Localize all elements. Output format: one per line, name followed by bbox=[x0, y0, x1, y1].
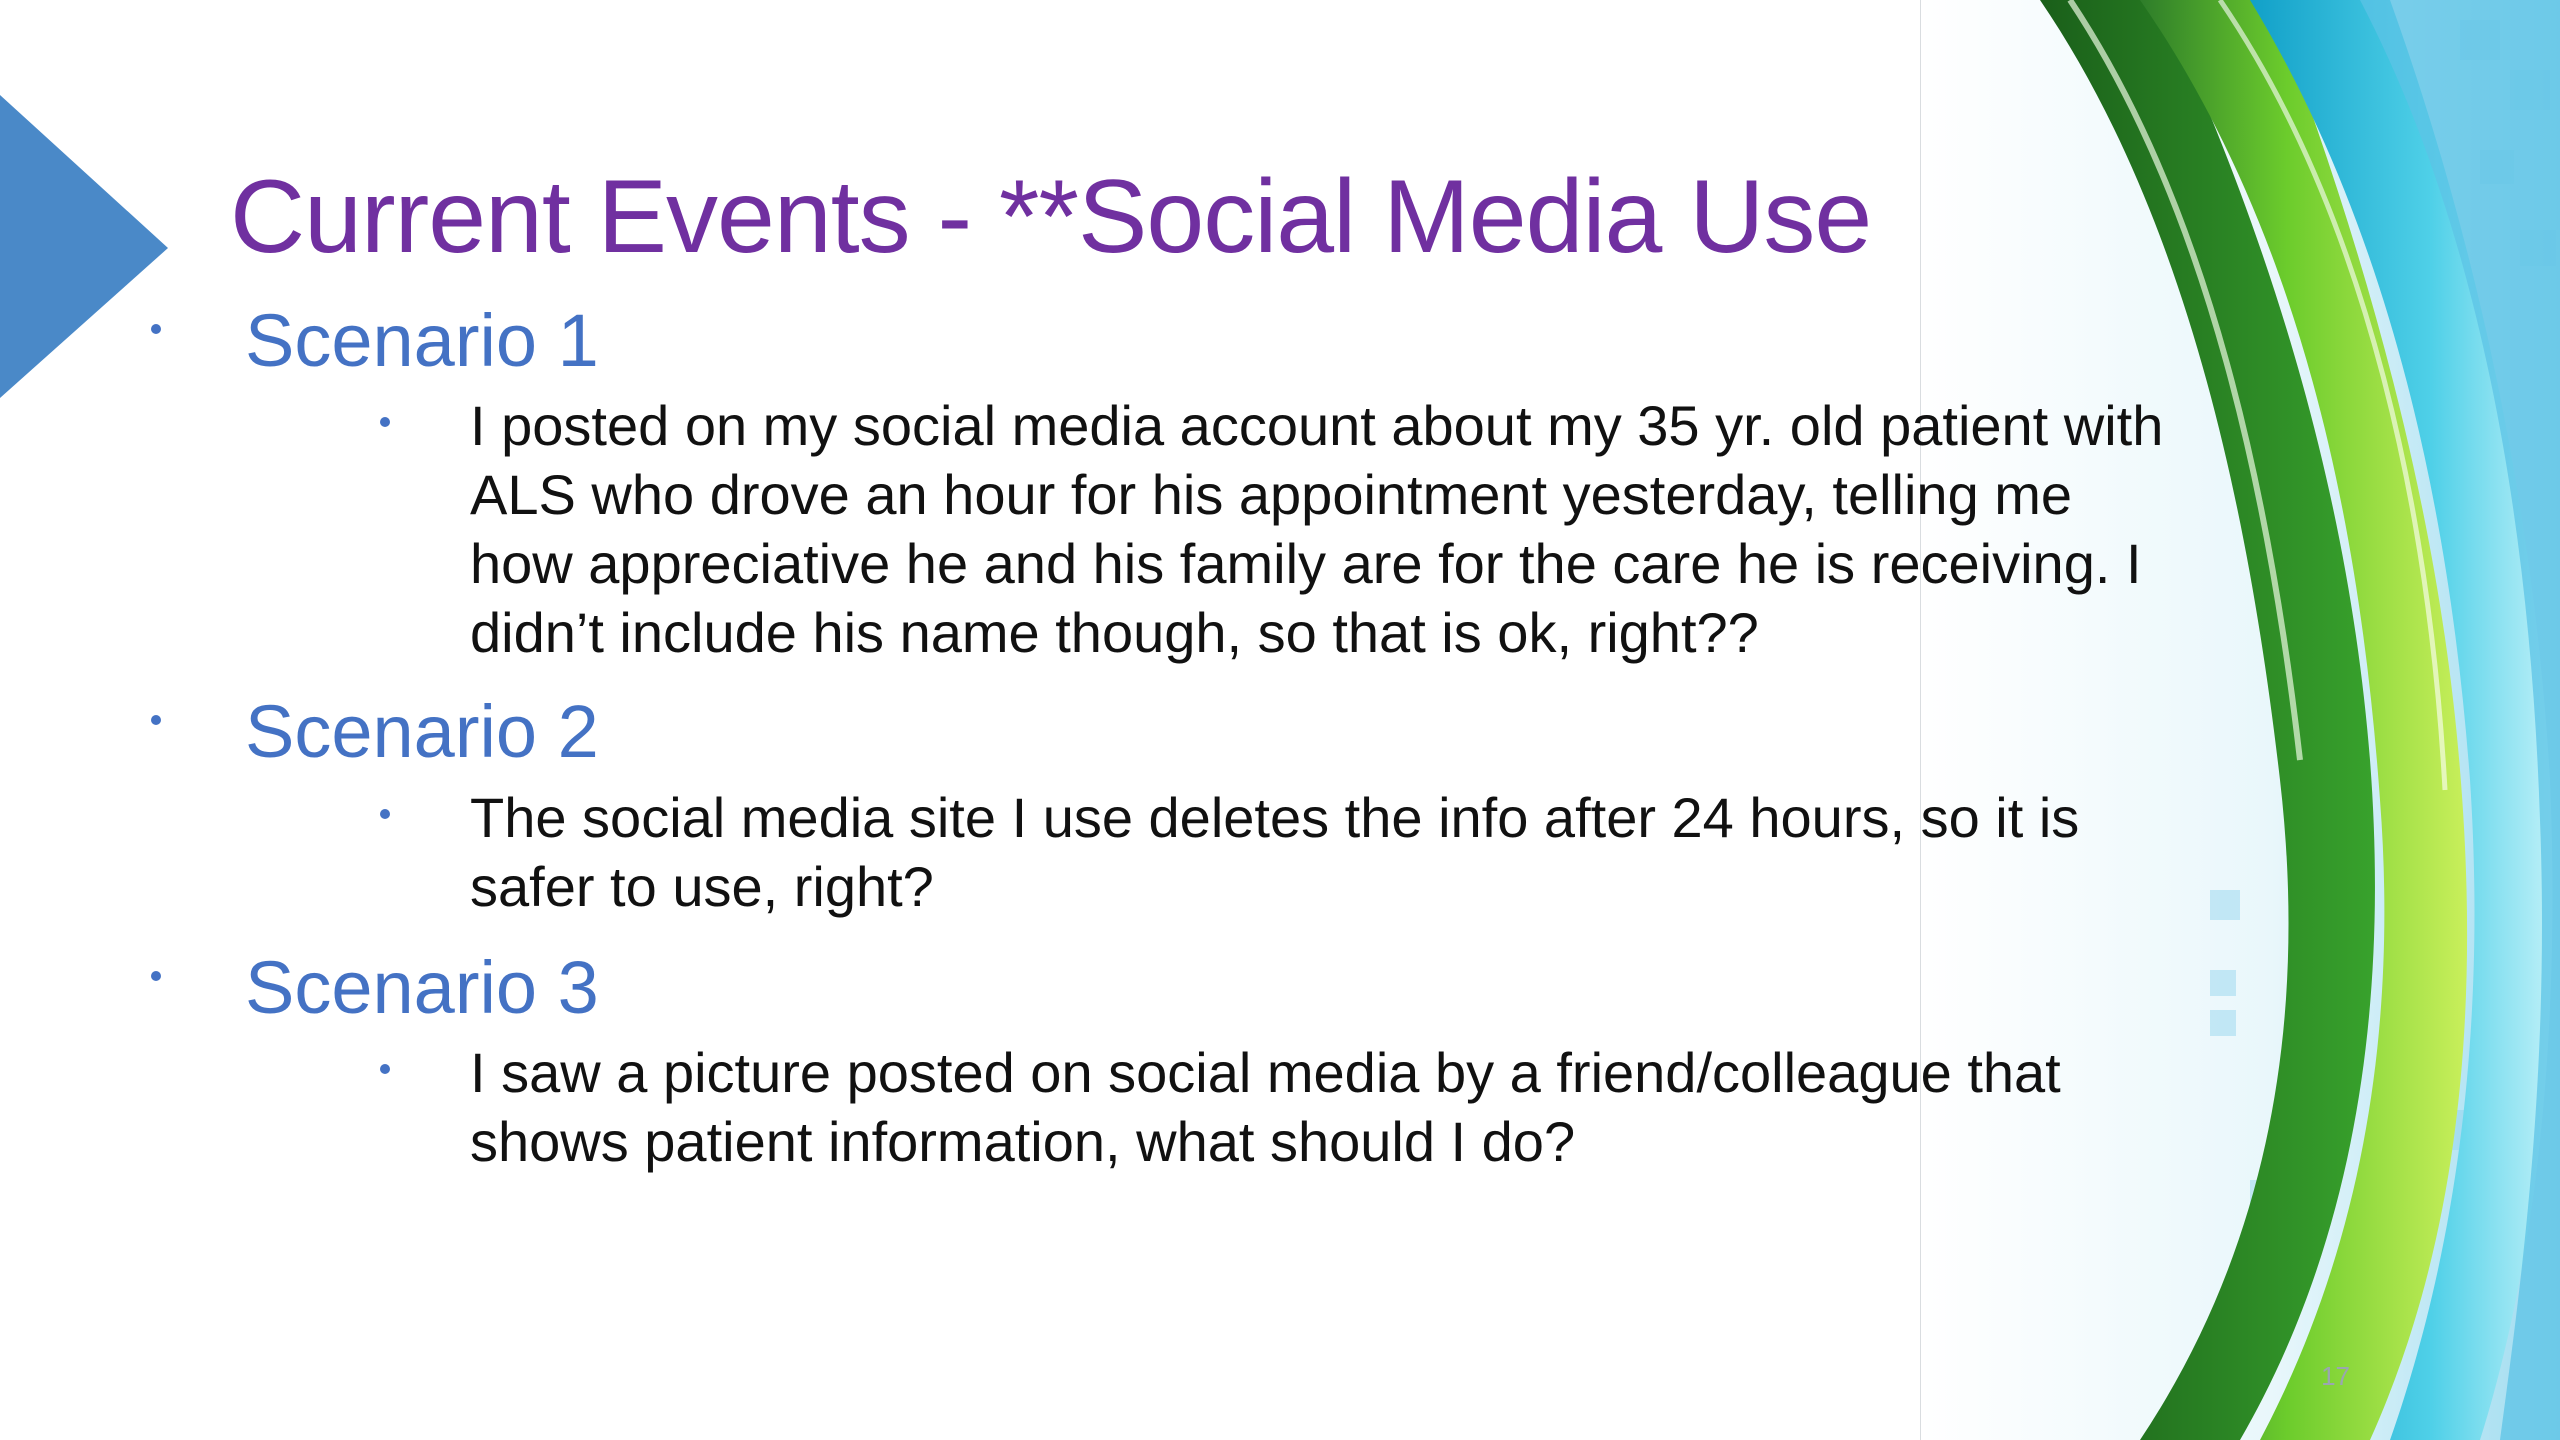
scenario-text-label: I saw a picture posted on social media by a friend/colleague that shows patient information, what should I do? bbox=[470, 1041, 2061, 1174]
scenario-text-label: I posted on my social media account about my 35 yr. old patient with ALS who drove an hour for his appointment yesterday, telling me how appreciative he and his family are for the care he is receiving. I didn’t include his name though, so that is ok, right?? bbox=[470, 394, 2164, 665]
bullet-icon bbox=[380, 417, 390, 427]
scenario-heading bbox=[145, 300, 2145, 381]
scenario-heading bbox=[145, 691, 2145, 772]
scenario-heading-label: Scenario 2 bbox=[245, 690, 599, 774]
bullet-icon bbox=[151, 971, 161, 981]
scenario-2 bbox=[145, 691, 2145, 920]
scenario-text-label: The social media site I use deletes the info after 24 hours, so it is safer to use, right? bbox=[470, 785, 2080, 918]
bullet-icon bbox=[380, 809, 390, 819]
bullet-icon bbox=[151, 715, 161, 725]
scenario-text bbox=[470, 783, 2190, 921]
bullet-icon bbox=[380, 1064, 390, 1074]
slide-content bbox=[145, 299, 2164, 1176]
bullet-icon bbox=[151, 324, 161, 334]
scenario-3 bbox=[145, 947, 2145, 1176]
scenario-heading-label: Scenario 1 bbox=[245, 299, 599, 382]
slide-title: Current Events - **Social Media Use bbox=[230, 159, 1872, 275]
scenario-heading bbox=[145, 947, 2145, 1028]
scenario-heading-label: Scenario 3 bbox=[245, 945, 599, 1029]
scenario-text bbox=[470, 1038, 2190, 1176]
slide-number: 17 bbox=[2321, 1361, 2350, 1391]
scenario-text bbox=[470, 391, 2190, 667]
scenario-1 bbox=[145, 299, 2164, 667]
